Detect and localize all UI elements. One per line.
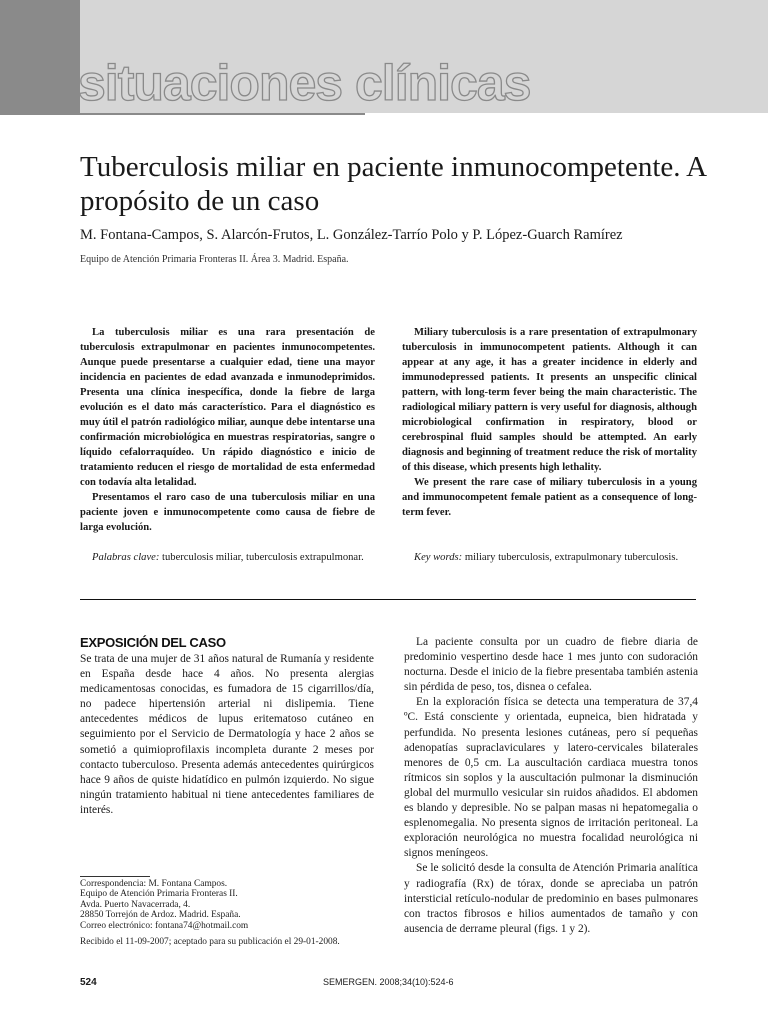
- article-affiliation: Equipo de Atención Primaria Fronteras II. Área 3. Madrid. España.: [80, 254, 349, 265]
- body-paragraph: Se trata de una mujer de 31 años natural de Rumanía y residente en España desde hace 4 años. No presenta alergias medicamentosas conocidas, es fumadora de 15 cigarrillos/día, no padece hipertensión arterial ni dislipemia. Tiene antecedentes médicos de lupus eritematoso cutáneo en seguimiento por el Servicio de Dermatología y hace 2 años se sometió a quimioprofilaxis incompleta durante 2 meses por contacto tuberculoso. Presenta además antecedentes quirúrgicos hace 9 años de quiste hidatídico en pulmón izquierdo. No sigue ningún tratamiento habitual ni tiene antecedentes familiares de interés.: [80, 653, 374, 816]
- received-date: Recibido el 11-09-2007; aceptado para su publicación el 29-01-2008.: [80, 937, 340, 947]
- body-column-left: [80, 635, 374, 818]
- abstract-paragraph: We present the rare case of miliary tuberculosis in a young and immunocompetent female patient as a consequence of long-term fever.: [402, 477, 697, 518]
- abstract-paragraph: Presentamos el raro caso de una tuberculosis miliar en una paciente joven e inmunocompetente como causa de fiebre de larga evolución.: [80, 492, 375, 533]
- keywords-text: tuberculosis miliar, tuberculosis extrapulmonar.: [162, 552, 364, 563]
- body-paragraph: En la exploración física se detecta una temperatura de 37,4 ºC. Está consciente y orientada, eupneica, bien hidratada y perfundida. No presenta lesiones cutáneas, pero sí pequeñas adenopatías supraclaviculares y latero-cervicales bilaterales menores de 0,5 cm. La auscultación cardiaca muestra tonos rítmicos sin soplos y la auscultación pulmonar la disminución global del murmullo vesicular sin ruidos añadidos. El abdomen es blando y depresible. No se palpan masas ni hepatomegalia o esplenomegalia. No presenta signos de irritación peritoneal. La exploración neurológica no muestra focalidad neurológica ni signos meníngeos.: [404, 696, 698, 860]
- abstract-paragraph: Miliary tuberculosis is a rare presentation of extrapulmonary tuberculosis in immunocompetent patients. Although it can appear at any age, it has a greater incidence in elderly and immunodepressed patients. It presents an unspecific clinical pattern, with long-term fever being the main characteristic. The radiological miliary pattern is very useful for diagnosis, although microbiological confirmation in respiratory, blood or cerebrospinal fluid samples should be attempted. An early diagnosis and beginning of treatment reduce the risk of mortality of this disease, which presents high lethality.: [402, 327, 697, 473]
- body-column-right: [404, 635, 698, 937]
- section-divider: [80, 599, 696, 600]
- keywords-spanish: [80, 550, 375, 565]
- article-authors: M. Fontana-Campos, S. Alarcón-Frutos, L. González-Tarrío Polo y P. López-Guarch Ramírez: [80, 227, 623, 243]
- correspondence-line: Avda. Puerto Navacerrada, 4.: [80, 899, 191, 910]
- correspondence-email[interactable]: Correo electrónico: fontana74@hotmail.com: [80, 920, 249, 931]
- section-title: situaciones clínicas: [78, 55, 531, 111]
- keywords-english: [402, 550, 697, 565]
- section-underline: [0, 113, 365, 115]
- section-banner-accent: [0, 0, 80, 113]
- abstract-english: [402, 325, 697, 520]
- correspondence-block: [80, 876, 374, 931]
- correspondence-line: 28850 Torrejón de Ardoz. Madrid. España.: [80, 910, 241, 921]
- abstract-paragraph: La tuberculosis miliar es una rara presentación de tuberculosis extrapulmonar en pacientes inmunocompetentes. Aunque puede presentarse a cualquier edad, tiene una mayor incidencia en pacientes de edad avanzada e inmunodeprimidos. Presenta una clínica inespecífica, donde la fiebre de larga evolución es el dato más característico. Para el diagnóstico es muy útil el patrón radiológico miliar, aunque debe intentarse una confirmación microbiológica en muestras respiratorias, sangre o líquido cefalorraquídeo. Un rápido diagnóstico e inicio de tratamiento reducen el riesgo de mortalidad de esta enfermedad con todavía alta letalidad.: [80, 327, 375, 488]
- keywords-label: Palabras clave:: [92, 552, 160, 563]
- body-paragraph: La paciente consulta por un cuadro de fiebre diaria de predominio vespertino desde hace 1 mes junto con sudoración nocturna. Desde el inicio de la fiebre presentaba también astenia sin pérdida de peso, tos, disnea o cefalea.: [404, 636, 698, 694]
- case-heading: EXPOSICIÓN DEL CASO: [80, 635, 226, 650]
- body-paragraph: Se le solicitó desde la consulta de Atención Primaria analítica y radiografía (Rx) de tórax, donde se apreciaba un patrón intersticial retículo-nodular de predominio en bases pulmonares con tractos fibrosos e hilios aumentados de tamaño y con ausencia de derrame pleural (figs. 1 y 2).: [404, 862, 698, 935]
- article-title: Tuberculosis miliar en paciente inmunocompetente. A propósito de un caso: [80, 151, 706, 217]
- journal-citation: SEMERGEN. 2008;34(10):524-6: [323, 977, 454, 987]
- keywords-text: miliary tuberculosis, extrapulmonary tuberculosis.: [464, 552, 679, 563]
- correspondence-line: Correspondencia: M. Fontana Campos.: [80, 879, 228, 889]
- page-number: 524: [80, 977, 97, 988]
- correspondence-line: Equipo de Atención Primaria Fronteras II.: [80, 889, 238, 900]
- abstract-spanish: [80, 325, 375, 535]
- keywords-label: Key words:: [414, 552, 463, 563]
- correspondence-rule: [80, 876, 150, 877]
